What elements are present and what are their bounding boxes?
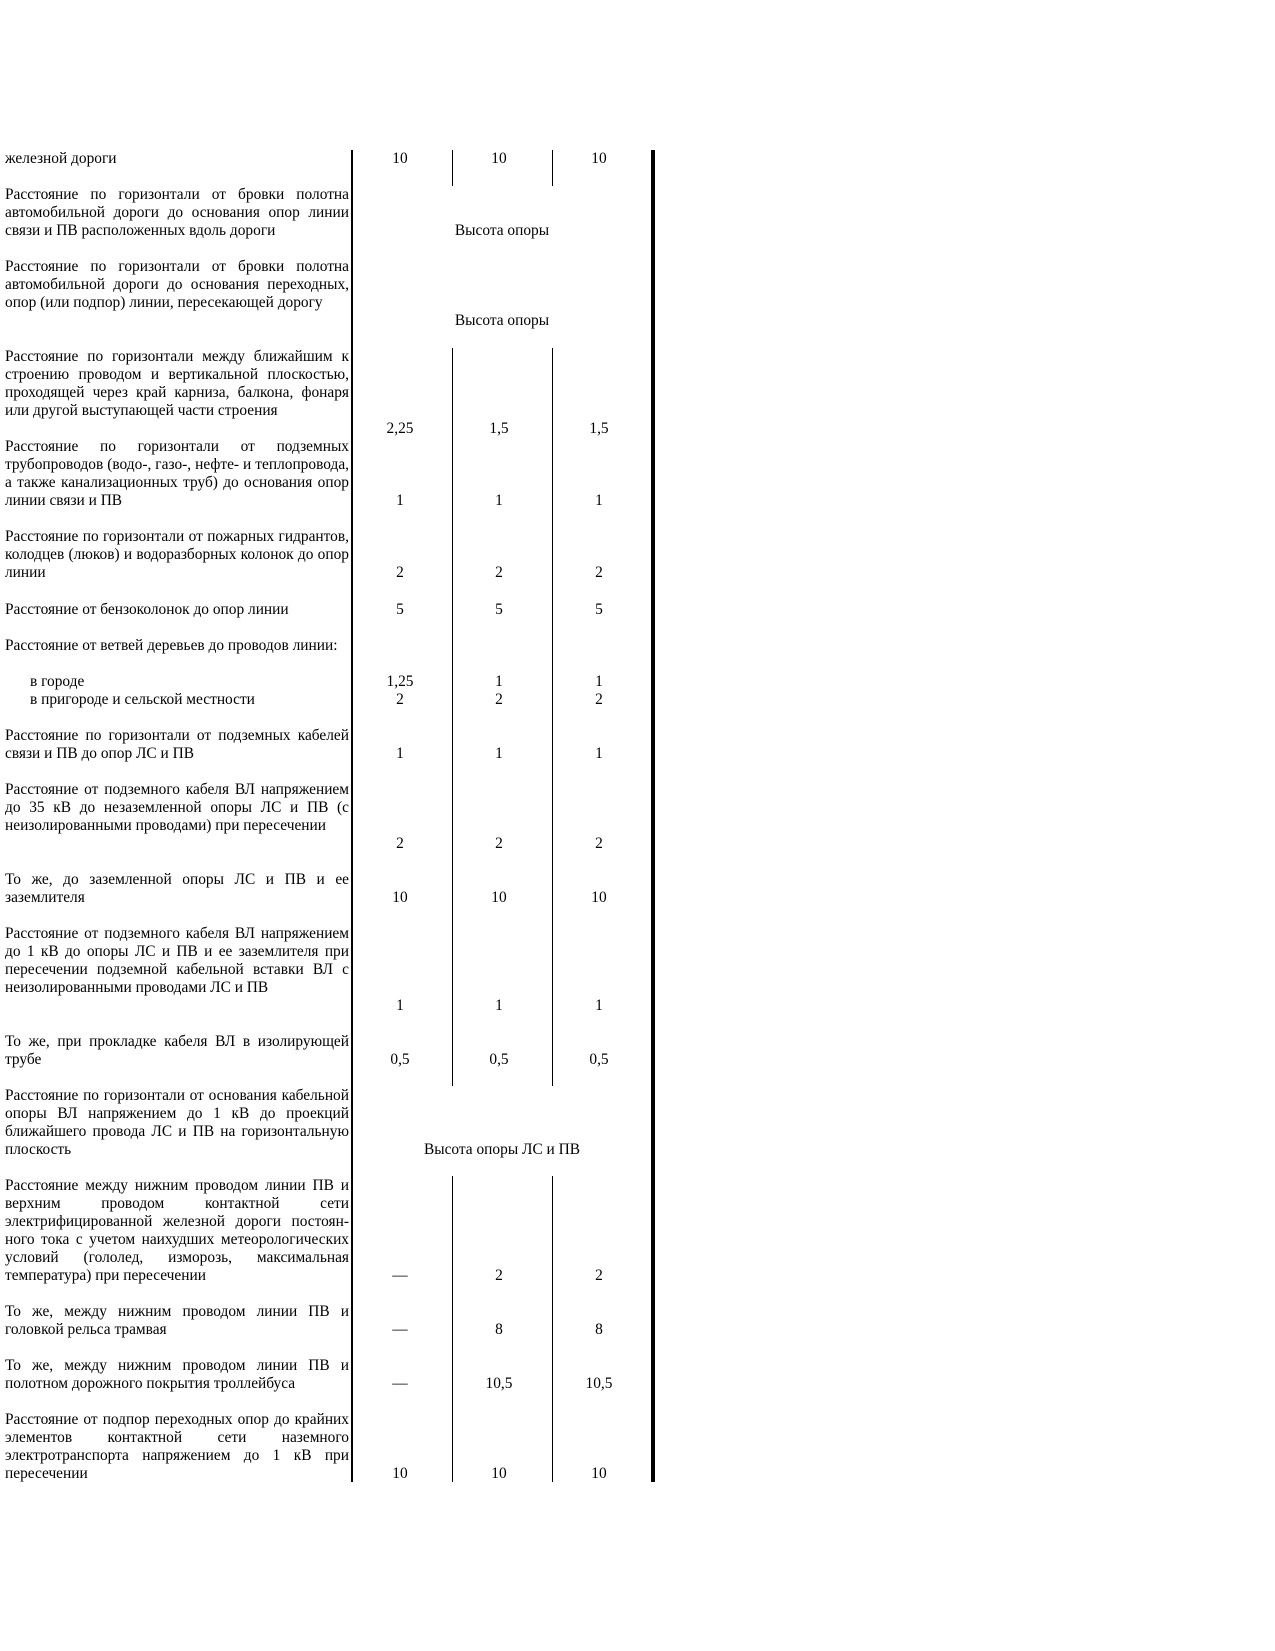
row-value-col1: — xyxy=(392,1321,408,1338)
rule-col2-b xyxy=(552,348,553,1086)
row-value-col2: 1 xyxy=(495,745,503,762)
row-description: То же, при прокладке кабеля ВЛ в изолирующей трубе xyxy=(5,1033,349,1068)
row-value-col1: — xyxy=(392,1375,408,1392)
row-value-col1: 1,25 xyxy=(386,673,414,690)
row-span-value: Высота опоры ЛС и ПВ xyxy=(423,1141,581,1158)
row-value-col1: 5 xyxy=(396,601,404,618)
row-value-col2: 10,5 xyxy=(485,1375,513,1392)
row-description: Расстояние между нижним проводом линии ПВ и верхним проводом контактной сети электрифицированной железной дороги постоян-ного тока с учетом наихудших метеорологических условий (гололед, изморозь, максимальная температура) при пересечении xyxy=(5,1177,349,1284)
row-value-col2: 5 xyxy=(495,601,503,618)
row-value-col3: 10 xyxy=(591,889,607,906)
row-description: То же, между нижним проводом линии ПВ и головкой рельса трамвая xyxy=(5,1303,349,1338)
row-sub-label: в городе xyxy=(30,673,85,690)
row-description: Расстояние по горизонтали от подземных кабелей связи и ПВ до опор ЛС и ПВ xyxy=(5,727,349,762)
row-description: Расстояние по горизонтали от основания кабельной опоры ВЛ напряжением до 1 кВ до проекций ближайшего провода ЛС и ПВ на горизонтальную плоскость xyxy=(5,1087,349,1158)
rule-col1-c xyxy=(452,1176,453,1482)
row-description: Расстояние по горизонтали от подземных трубопроводов (водо-, газо-, нефте- и теплопровода, а также канализационных труб) до основания опор линии связи и ПВ xyxy=(5,438,349,509)
row-value-col2: 1 xyxy=(495,492,503,509)
row-value-col2: 1 xyxy=(495,997,503,1014)
rule-right-thick xyxy=(651,150,655,1482)
row-value-col3: 2 xyxy=(595,835,603,852)
row-value-col3: 5 xyxy=(595,601,603,618)
row-value-col1: — xyxy=(392,1267,408,1284)
row-value-col2: 1,5 xyxy=(489,420,509,437)
row-value-col1: 2 xyxy=(396,691,404,708)
row-description: Расстояние от подземного кабеля ВЛ напряжением до 35 кВ до незаземленной опоры ЛС и ПВ (с неизолированными проводами) при пересечении xyxy=(5,781,349,834)
row-value-col1: 2 xyxy=(396,564,404,581)
row-value-col2: 0,5 xyxy=(489,1051,509,1068)
row-value-col1: 0,5 xyxy=(390,1051,410,1068)
row-span-value: Высота опоры xyxy=(454,222,550,239)
row-description: железной дороги xyxy=(5,150,117,167)
row-value-col2: 10 xyxy=(491,1465,507,1482)
row-value-col1: 2,25 xyxy=(386,420,414,437)
row-value-col1: 10 xyxy=(392,889,408,906)
rule-col1-a xyxy=(452,150,453,186)
row-description: Расстояние от подпор переходных опор до крайних элементов контактной сети наземного электротранспорта напряжением до 1 кВ при пересечении xyxy=(5,1411,349,1482)
row-description: Расстояние по горизонтали от пожарных гидрантов, колодцев (люков) и водоразборных колонок до опор линии xyxy=(5,528,349,581)
row-value-col3: 1 xyxy=(595,492,603,509)
row-value-col2: 2 xyxy=(495,1267,503,1284)
row-value-col2: 10 xyxy=(491,889,507,906)
row-value-col2: 1 xyxy=(495,673,503,690)
row-value-col3: 2 xyxy=(595,564,603,581)
row-value-col3: 0,5 xyxy=(589,1051,609,1068)
row-description: Расстояние по горизонтали от бровки полотна автомобильной дороги до основания опор линии связи и ПВ расположенных вдоль дороги xyxy=(5,186,349,239)
row-value-col2: 10 xyxy=(491,150,507,167)
row-value-col3: 10 xyxy=(591,1465,607,1482)
row-value-col3: 1 xyxy=(595,745,603,762)
row-value-col3: 10,5 xyxy=(585,1375,613,1392)
row-value-col3: 2 xyxy=(595,1267,603,1284)
row-value-col1: 1 xyxy=(396,745,404,762)
rule-col2-c xyxy=(552,1176,553,1482)
row-sub-label: в пригороде и сельской местности xyxy=(30,691,255,708)
row-description: Расстояние от бензоколонок до опор линии xyxy=(5,601,289,618)
row-description: Расстояние по горизонтали между ближайшим к строению проводом и вертикальной плоскостью, проходящей через край карниза, балкона, фонаря или другой выступающей части строения xyxy=(5,348,349,419)
row-description: Расстояние от ветвей деревьев до проводов линии: xyxy=(5,637,338,654)
row-value-col1: 10 xyxy=(392,150,408,167)
rule-col2-a xyxy=(552,150,553,186)
row-value-col3: 2 xyxy=(595,691,603,708)
row-value-col2: 2 xyxy=(495,691,503,708)
row-value-col1: 2 xyxy=(396,835,404,852)
row-value-col3: 1 xyxy=(595,997,603,1014)
row-value-col1: 1 xyxy=(396,997,404,1014)
row-value-col2: 2 xyxy=(495,564,503,581)
row-value-col2: 2 xyxy=(495,835,503,852)
row-value-col1: 10 xyxy=(392,1465,408,1482)
row-description: Расстояние по горизонтали от бровки полотна автомобильной дороги до основания переходных, опор (или подпор) линии, пересекающей дорогу xyxy=(5,258,349,311)
row-value-col3: 10 xyxy=(591,150,607,167)
row-description: То же, до заземленной опоры ЛС и ПВ и ее заземлителя xyxy=(5,871,349,906)
row-value-col1: 1 xyxy=(396,492,404,509)
row-span-value: Высота опоры xyxy=(454,312,550,329)
rule-col1-b xyxy=(452,348,453,1086)
row-value-col3: 8 xyxy=(595,1321,603,1338)
row-value-col2: 8 xyxy=(495,1321,503,1338)
row-value-col3: 1 xyxy=(595,673,603,690)
rule-left xyxy=(351,150,353,1482)
row-description: Расстояние от подземного кабеля ВЛ напряжением до 1 кВ до опоры ЛС и ПВ и ее заземлителя при пересечении подземной кабельной вставки ВЛ с неизолированными проводами ЛС и ПВ xyxy=(5,925,349,996)
row-value-col3: 1,5 xyxy=(589,420,609,437)
row-description: То же, между нижним проводом линии ПВ и полотном дорожного покрытия троллейбуса xyxy=(5,1357,349,1392)
